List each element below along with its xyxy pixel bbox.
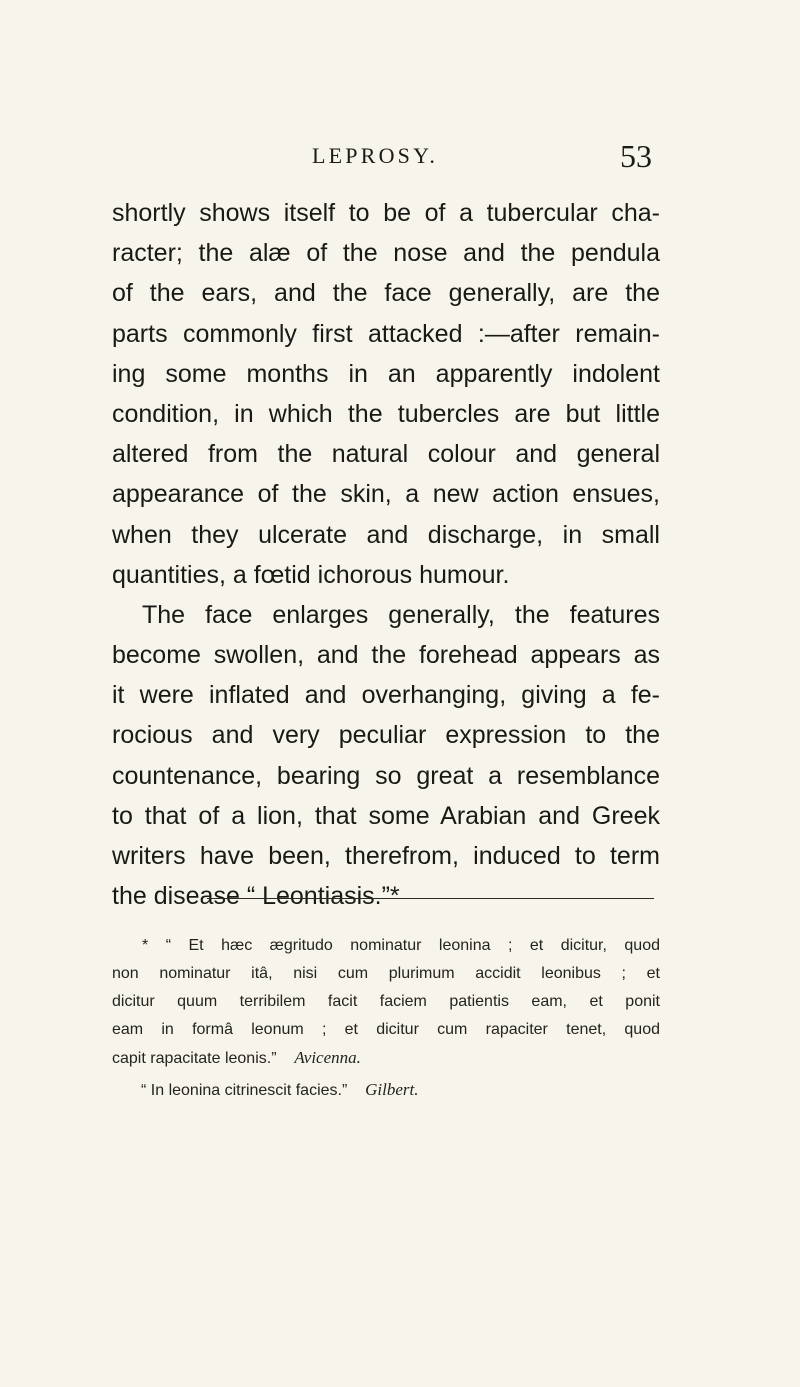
footnote-line: dicitur quum terribilem facit faciem patientis eam, et ponit [112,993,660,1010]
text-line: countenance, bearing so great a resemblance [112,761,660,790]
footnote-line-text: capit rapacitate leonis.” [112,1050,277,1067]
text-line: The face enlarges generally, the features [142,600,660,629]
footnote-line: eam in formâ leonum ; et dicitur cum rapaciter tenet, quod [112,1021,660,1038]
footnote-line: non nominatur itâ, nisi cum plurimum accidit leonibus ; et [112,965,660,982]
footnote-source-avicenna: Avicenna. [294,1048,361,1067]
footnote-divider [207,898,654,899]
footnote-second-quote [112,1076,660,1104]
footnote-line [112,1044,660,1072]
text-line: to that of a lion, that some Arabian and Greek [112,801,660,830]
footnote-quote-text: “ In leonina citrinescit facies.” [141,1082,348,1099]
text-line: shortly shows itself to be of a tubercular cha- [112,199,660,227]
text-line: appearance of the skin, a new action ensues, [112,480,660,509]
text-line: become swollen, and the forehead appears as [112,641,660,670]
main-text [112,193,660,916]
text-line: writers have been, therefrom, induced to term [112,842,660,870]
text-line: ing some months in an apparently indolent [112,359,660,388]
text-line: parts commonly first attacked :—after remain- [112,319,660,348]
text-line: rocious and very peculiar expression to the [112,721,660,750]
page-number: 53 [620,138,652,174]
text-line: racter; the alæ of the nose and the pendula [112,239,660,268]
footnote-source-gilbert: Gilbert. [365,1080,419,1099]
footnote-line: * “ Et hæc ægritudo nominatur leonina ; et dicitur, quod [142,937,660,954]
text-line: it were inflated and overhanging, giving a fe- [112,681,660,710]
text-line: altered from the natural colour and general [112,440,660,469]
running-header: LEPROSY. [312,143,439,168]
text-line: the disease “ Leontiasis.”* [112,882,400,911]
text-line: when they ulcerate and discharge, in small [112,520,660,549]
footnote [112,932,660,1104]
text-line: condition, in which the tubercles are but little [112,399,660,428]
text-line: quantities, a fœtid ichorous humour. [112,560,510,589]
text-line: of the ears, and the face generally, are the [112,279,660,308]
